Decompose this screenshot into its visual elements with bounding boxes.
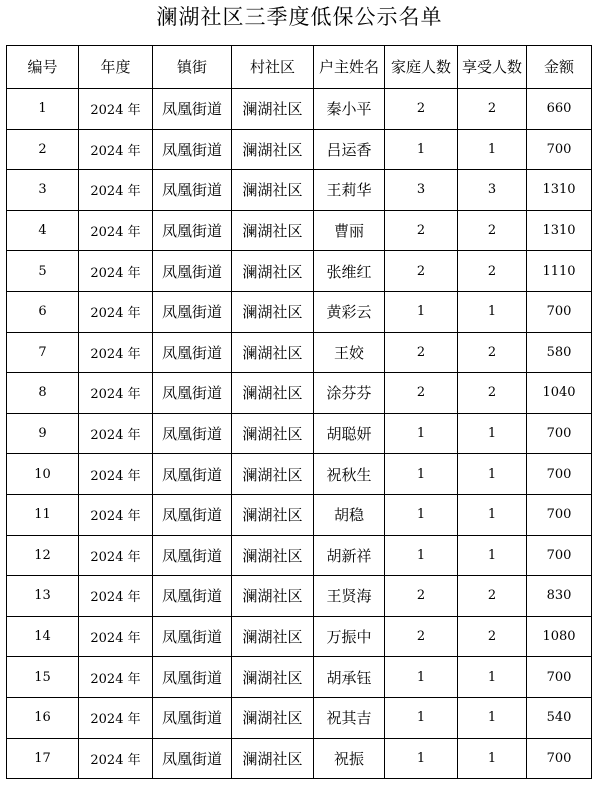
cell-col-head-name: 祝其吉 bbox=[314, 697, 385, 738]
cell-col-town: 凤凰街道 bbox=[153, 576, 232, 617]
cell-col-head-name: 吕运香 bbox=[314, 129, 385, 170]
cell-col-community: 澜湖社区 bbox=[232, 210, 314, 251]
cell-col-town: 凤凰街道 bbox=[153, 210, 232, 251]
cell-col-town: 凤凰街道 bbox=[153, 697, 232, 738]
cell-col-town: 凤凰街道 bbox=[153, 251, 232, 292]
table-row bbox=[7, 454, 592, 495]
cell-col-head-name: 王莉华 bbox=[314, 170, 385, 211]
cell-col-family-size: 1 bbox=[385, 494, 458, 535]
cell-col-year: 2024 年 bbox=[79, 535, 153, 576]
header-row bbox=[7, 46, 592, 89]
cell-col-amount: 1040 bbox=[527, 373, 592, 414]
cell-col-amount: 700 bbox=[527, 291, 592, 332]
table-row bbox=[7, 535, 592, 576]
cell-col-head-name: 黄彩云 bbox=[314, 291, 385, 332]
header-col-id: 编号 bbox=[7, 46, 79, 89]
cell-col-town: 凤凰街道 bbox=[153, 170, 232, 211]
cell-col-head-name: 张维红 bbox=[314, 251, 385, 292]
cell-col-community: 澜湖社区 bbox=[232, 291, 314, 332]
cell-col-beneficiaries: 2 bbox=[458, 576, 527, 617]
page-title: 澜湖社区三季度低保公示名单 bbox=[156, 5, 443, 29]
cell-col-community: 澜湖社区 bbox=[232, 616, 314, 657]
cell-col-id: 17 bbox=[7, 738, 79, 779]
cell-col-amount: 660 bbox=[527, 89, 592, 130]
cell-col-year: 2024 年 bbox=[79, 332, 153, 373]
cell-col-year: 2024 年 bbox=[79, 657, 153, 698]
cell-col-family-size: 1 bbox=[385, 697, 458, 738]
table-row bbox=[7, 576, 592, 617]
cell-col-beneficiaries: 1 bbox=[458, 738, 527, 779]
cell-col-id: 13 bbox=[7, 576, 79, 617]
cell-col-town: 凤凰街道 bbox=[153, 413, 232, 454]
cell-col-community: 澜湖社区 bbox=[232, 454, 314, 495]
cell-col-beneficiaries: 1 bbox=[458, 291, 527, 332]
cell-col-family-size: 2 bbox=[385, 210, 458, 251]
cell-col-family-size: 1 bbox=[385, 738, 458, 779]
cell-col-town: 凤凰街道 bbox=[153, 332, 232, 373]
cell-col-family-size: 1 bbox=[385, 454, 458, 495]
cell-col-head-name: 祝振 bbox=[314, 738, 385, 779]
header-col-amount: 金额 bbox=[527, 46, 592, 89]
cell-col-community: 澜湖社区 bbox=[232, 89, 314, 130]
header-col-family-size: 家庭人数 bbox=[385, 46, 458, 89]
table-row bbox=[7, 332, 592, 373]
cell-col-family-size: 1 bbox=[385, 413, 458, 454]
cell-col-family-size: 1 bbox=[385, 291, 458, 332]
header-col-head-name: 户主姓名 bbox=[314, 46, 385, 89]
cell-col-year: 2024 年 bbox=[79, 210, 153, 251]
cell-col-head-name: 胡聪妍 bbox=[314, 413, 385, 454]
table-row bbox=[7, 494, 592, 535]
cell-col-family-size: 2 bbox=[385, 89, 458, 130]
cell-col-amount: 1110 bbox=[527, 251, 592, 292]
cell-col-family-size: 1 bbox=[385, 657, 458, 698]
cell-col-id: 8 bbox=[7, 373, 79, 414]
cell-col-id: 10 bbox=[7, 454, 79, 495]
cell-col-family-size: 2 bbox=[385, 616, 458, 657]
cell-col-year: 2024 年 bbox=[79, 697, 153, 738]
cell-col-year: 2024 年 bbox=[79, 129, 153, 170]
cell-col-id: 15 bbox=[7, 657, 79, 698]
cell-col-community: 澜湖社区 bbox=[232, 251, 314, 292]
cell-col-head-name: 秦小平 bbox=[314, 89, 385, 130]
cell-col-year: 2024 年 bbox=[79, 738, 153, 779]
cell-col-beneficiaries: 1 bbox=[458, 454, 527, 495]
cell-col-town: 凤凰街道 bbox=[153, 657, 232, 698]
cell-col-year: 2024 年 bbox=[79, 454, 153, 495]
cell-col-id: 11 bbox=[7, 494, 79, 535]
table-row bbox=[7, 657, 592, 698]
cell-col-id: 1 bbox=[7, 89, 79, 130]
cell-col-family-size: 3 bbox=[385, 170, 458, 211]
cell-col-community: 澜湖社区 bbox=[232, 494, 314, 535]
cell-col-amount: 700 bbox=[527, 535, 592, 576]
cell-col-amount: 700 bbox=[527, 413, 592, 454]
cell-col-family-size: 2 bbox=[385, 373, 458, 414]
cell-col-beneficiaries: 1 bbox=[458, 413, 527, 454]
cell-col-town: 凤凰街道 bbox=[153, 738, 232, 779]
cell-col-town: 凤凰街道 bbox=[153, 454, 232, 495]
cell-col-community: 澜湖社区 bbox=[232, 657, 314, 698]
cell-col-year: 2024 年 bbox=[79, 413, 153, 454]
table-row bbox=[7, 129, 592, 170]
cell-col-id: 5 bbox=[7, 251, 79, 292]
cell-col-community: 澜湖社区 bbox=[232, 535, 314, 576]
cell-col-town: 凤凰街道 bbox=[153, 89, 232, 130]
header-col-community: 村社区 bbox=[232, 46, 314, 89]
cell-col-year: 2024 年 bbox=[79, 616, 153, 657]
cell-col-town: 凤凰街道 bbox=[153, 373, 232, 414]
cell-col-amount: 700 bbox=[527, 129, 592, 170]
cell-col-head-name: 曹丽 bbox=[314, 210, 385, 251]
cell-col-id: 4 bbox=[7, 210, 79, 251]
cell-col-id: 2 bbox=[7, 129, 79, 170]
header-col-year: 年度 bbox=[79, 46, 153, 89]
cell-col-town: 凤凰街道 bbox=[153, 494, 232, 535]
cell-col-id: 16 bbox=[7, 697, 79, 738]
cell-col-id: 7 bbox=[7, 332, 79, 373]
cell-col-amount: 580 bbox=[527, 332, 592, 373]
cell-col-family-size: 1 bbox=[385, 535, 458, 576]
table-row bbox=[7, 251, 592, 292]
cell-col-community: 澜湖社区 bbox=[232, 576, 314, 617]
cell-col-beneficiaries: 2 bbox=[458, 89, 527, 130]
cell-col-head-name: 万振中 bbox=[314, 616, 385, 657]
cell-col-beneficiaries: 2 bbox=[458, 373, 527, 414]
cell-col-community: 澜湖社区 bbox=[232, 170, 314, 211]
cell-col-community: 澜湖社区 bbox=[232, 373, 314, 414]
cell-col-year: 2024 年 bbox=[79, 89, 153, 130]
cell-col-amount: 700 bbox=[527, 454, 592, 495]
cell-col-beneficiaries: 1 bbox=[458, 697, 527, 738]
cell-col-beneficiaries: 2 bbox=[458, 210, 527, 251]
cell-col-town: 凤凰街道 bbox=[153, 535, 232, 576]
table-row bbox=[7, 170, 592, 211]
cell-col-beneficiaries: 1 bbox=[458, 494, 527, 535]
cell-col-beneficiaries: 1 bbox=[458, 657, 527, 698]
cell-col-head-name: 胡承钰 bbox=[314, 657, 385, 698]
cell-col-year: 2024 年 bbox=[79, 291, 153, 332]
cell-col-amount: 830 bbox=[527, 576, 592, 617]
cell-col-beneficiaries: 2 bbox=[458, 251, 527, 292]
cell-col-id: 14 bbox=[7, 616, 79, 657]
cell-col-year: 2024 年 bbox=[79, 251, 153, 292]
cell-col-id: 6 bbox=[7, 291, 79, 332]
cell-col-town: 凤凰街道 bbox=[153, 291, 232, 332]
cell-col-id: 3 bbox=[7, 170, 79, 211]
table-row bbox=[7, 291, 592, 332]
cell-col-amount: 700 bbox=[527, 494, 592, 535]
cell-col-beneficiaries: 1 bbox=[458, 129, 527, 170]
table-row bbox=[7, 697, 592, 738]
cell-col-head-name: 王贤海 bbox=[314, 576, 385, 617]
cell-col-beneficiaries: 3 bbox=[458, 170, 527, 211]
cell-col-year: 2024 年 bbox=[79, 576, 153, 617]
header-col-town: 镇街 bbox=[153, 46, 232, 89]
header-col-beneficiaries: 享受人数 bbox=[458, 46, 527, 89]
cell-col-head-name: 涂芬芬 bbox=[314, 373, 385, 414]
cell-col-year: 2024 年 bbox=[79, 494, 153, 535]
cell-col-id: 9 bbox=[7, 413, 79, 454]
cell-col-year: 2024 年 bbox=[79, 170, 153, 211]
cell-col-head-name: 王姣 bbox=[314, 332, 385, 373]
cell-col-beneficiaries: 2 bbox=[458, 332, 527, 373]
recipient-table bbox=[6, 45, 592, 779]
cell-col-community: 澜湖社区 bbox=[232, 129, 314, 170]
table-row bbox=[7, 738, 592, 779]
table-row bbox=[7, 210, 592, 251]
table-row bbox=[7, 89, 592, 130]
table-row bbox=[7, 616, 592, 657]
table-row bbox=[7, 373, 592, 414]
cell-col-id: 12 bbox=[7, 535, 79, 576]
cell-col-family-size: 2 bbox=[385, 332, 458, 373]
cell-col-family-size: 2 bbox=[385, 576, 458, 617]
cell-col-community: 澜湖社区 bbox=[232, 738, 314, 779]
cell-col-family-size: 2 bbox=[385, 251, 458, 292]
cell-col-amount: 1080 bbox=[527, 616, 592, 657]
table-row bbox=[7, 413, 592, 454]
cell-col-amount: 1310 bbox=[527, 170, 592, 211]
cell-col-head-name: 胡稳 bbox=[314, 494, 385, 535]
cell-col-year: 2024 年 bbox=[79, 373, 153, 414]
cell-col-town: 凤凰街道 bbox=[153, 129, 232, 170]
cell-col-amount: 700 bbox=[527, 738, 592, 779]
cell-col-family-size: 1 bbox=[385, 129, 458, 170]
cell-col-community: 澜湖社区 bbox=[232, 332, 314, 373]
cell-col-beneficiaries: 2 bbox=[458, 616, 527, 657]
cell-col-head-name: 祝秋生 bbox=[314, 454, 385, 495]
cell-col-head-name: 胡新祥 bbox=[314, 535, 385, 576]
table-body bbox=[7, 89, 592, 779]
cell-col-community: 澜湖社区 bbox=[232, 697, 314, 738]
cell-col-amount: 1310 bbox=[527, 210, 592, 251]
cell-col-community: 澜湖社区 bbox=[232, 413, 314, 454]
cell-col-amount: 540 bbox=[527, 697, 592, 738]
cell-col-town: 凤凰街道 bbox=[153, 616, 232, 657]
cell-col-beneficiaries: 1 bbox=[458, 535, 527, 576]
cell-col-amount: 700 bbox=[527, 657, 592, 698]
